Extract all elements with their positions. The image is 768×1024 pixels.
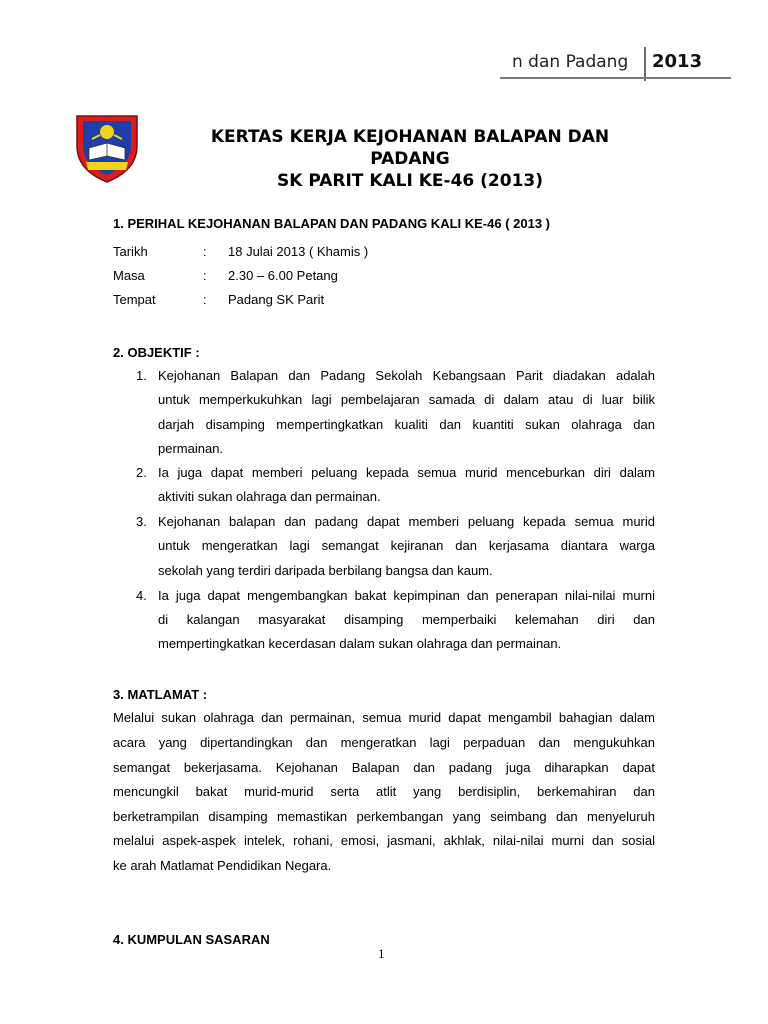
matlamat-line-2: acara yang dipertandingkan dan mengeratkan lagi perpaduan dan mengukuhkan bbox=[113, 735, 655, 750]
objective-1-line-3: darjah disamping mempertingkatkan kualiti dan kuantiti sukan olahraga dan bbox=[158, 417, 655, 432]
info-colon: : bbox=[203, 244, 207, 259]
document-title-block bbox=[160, 126, 660, 191]
section-1-heading: 1. PERIHAL KEJOHANAN BALAPAN DAN PADANG KALI KE-46 ( 2013 ) bbox=[113, 216, 551, 231]
list-item-number: 3. bbox=[136, 514, 147, 529]
list-item-number: 2. bbox=[136, 465, 147, 480]
page-number: 1 bbox=[378, 946, 385, 961]
info-label-tarikh: Tarikh bbox=[113, 244, 148, 259]
objective-1-line-1: Kejohanan Balapan dan Padang Sekolah Kebangsaan Parit diadakan adalah bbox=[158, 368, 655, 383]
section-3-heading: 3. MATLAMAT : bbox=[113, 687, 208, 702]
running-header-year: 2013 bbox=[652, 51, 703, 72]
list-item-number: 1. bbox=[136, 368, 147, 383]
objective-3-line-1: Kejohanan balapan dan padang dapat memberi peluang kepada semua murid bbox=[158, 514, 655, 529]
matlamat-line-1: Melalui sukan olahraga dan permainan, semua murid dapat mengambil bahagian dalam bbox=[113, 710, 655, 725]
section-4-heading: 4. KUMPULAN SASARAN bbox=[113, 932, 270, 947]
info-colon: : bbox=[203, 268, 207, 283]
objective-2-line-2: aktiviti sukan olahraga dan permainan. bbox=[158, 489, 381, 504]
objective-2-line-1: Ia juga dapat memberi peluang kepada semua murid menceburkan diri dalam bbox=[158, 465, 655, 480]
section-2-heading: 2. OBJEKTIF : bbox=[113, 345, 200, 360]
objective-4-line-1: Ia juga dapat mengembangkan bakat kepimpinan dan penerapan nilai-nilai murni bbox=[158, 588, 655, 603]
info-value-tempat: Padang SK Parit bbox=[228, 292, 325, 307]
matlamat-line-6: melalui aspek-aspek intelek, rohani, emosi, jasmani, akhlak, nilai-nilai murni dan sosial bbox=[113, 833, 655, 848]
matlamat-line-5: berketrampilan disamping memastikan perkembangan yang seimbang dan menyeluruh bbox=[113, 809, 655, 824]
school-crest-logo bbox=[72, 112, 142, 184]
matlamat-line-7: ke arah Matlamat Pendidikan Negara. bbox=[113, 858, 332, 873]
objective-3-line-2: untuk mengeratkan lagi semangat kejiranan dan kerjasama diantara warga bbox=[158, 538, 655, 553]
list-item-number: 4. bbox=[136, 588, 147, 603]
objective-1-line-4: permainan. bbox=[158, 441, 224, 456]
info-label-masa: Masa bbox=[113, 268, 145, 283]
title-line-2: PADANG bbox=[370, 149, 450, 169]
objective-3-line-3: sekolah yang terdiri daripada berbilang bangsa dan kaum. bbox=[158, 563, 493, 578]
running-header-title: n dan Padang bbox=[512, 52, 629, 72]
title-line-3: SK PARIT KALI KE-46 (2013) bbox=[277, 171, 543, 191]
header-rule bbox=[500, 77, 731, 79]
objective-4-line-2: di kalangan masyarakat disamping memperbaiki kelemahan diri dan bbox=[158, 612, 655, 627]
matlamat-line-3: semangat bekerjasama. Kejohanan Balapan dan padang juga diharapkan dapat bbox=[113, 760, 655, 775]
header-divider bbox=[644, 47, 646, 81]
objective-1-line-2: untuk memperkukuhkan lagi pembelajaran samada di dalam atau di luar bilik bbox=[158, 392, 655, 407]
info-value-tarikh: 18 Julai 2013 ( Khamis ) bbox=[228, 244, 369, 259]
matlamat-line-4: mencungkil bakat murid-murid serta atlit yang berdisiplin, berkemahiran dan bbox=[113, 784, 655, 799]
objective-4-line-3: mempertingkatkan kecerdasan dalam sukan olahraga dan permainan. bbox=[158, 636, 562, 651]
info-colon: : bbox=[203, 292, 207, 307]
title-line-1: KERTAS KERJA KEJOHANAN BALAPAN DAN bbox=[210, 127, 610, 147]
info-label-tempat: Tempat bbox=[113, 292, 156, 307]
info-value-masa: 2.30 – 6.00 Petang bbox=[228, 268, 338, 283]
